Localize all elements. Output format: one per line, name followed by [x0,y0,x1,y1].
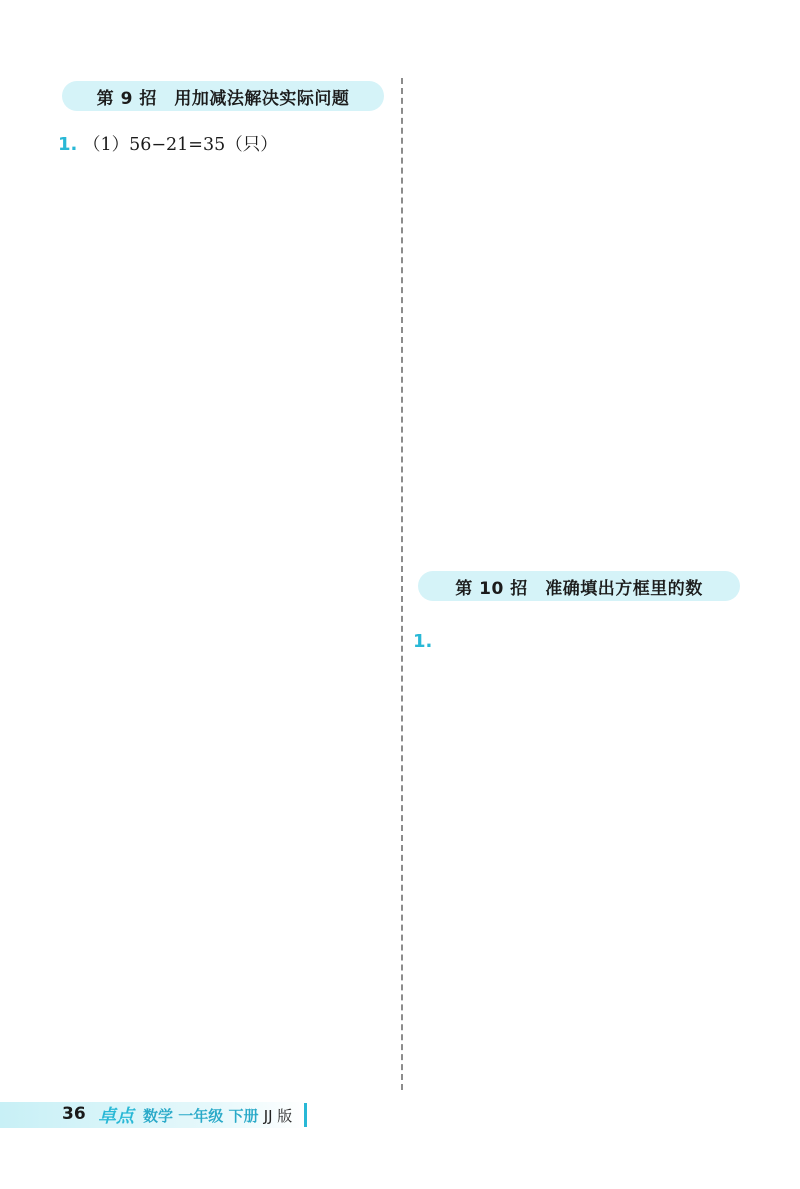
question-number: 1. [58,134,78,155]
line-text: （1）56−21=35（只） [82,135,278,155]
text-line [58,133,278,157]
brand-logo: 卓点 [98,1106,134,1127]
section-banner-9: 第 9 招 用加减法解决实际问题 [62,81,384,111]
book-edition: JJ 版 [263,1107,293,1125]
book-subject: 数学 一年级 下册 [143,1107,259,1125]
column-divider [401,78,403,1090]
book-info [143,1105,292,1126]
footer-bar [304,1103,307,1127]
section-banner-10: 第 10 招 准确填出方框里的数 [418,571,740,601]
page-number: 36 [62,1104,86,1124]
question-number: 1. [413,631,433,652]
